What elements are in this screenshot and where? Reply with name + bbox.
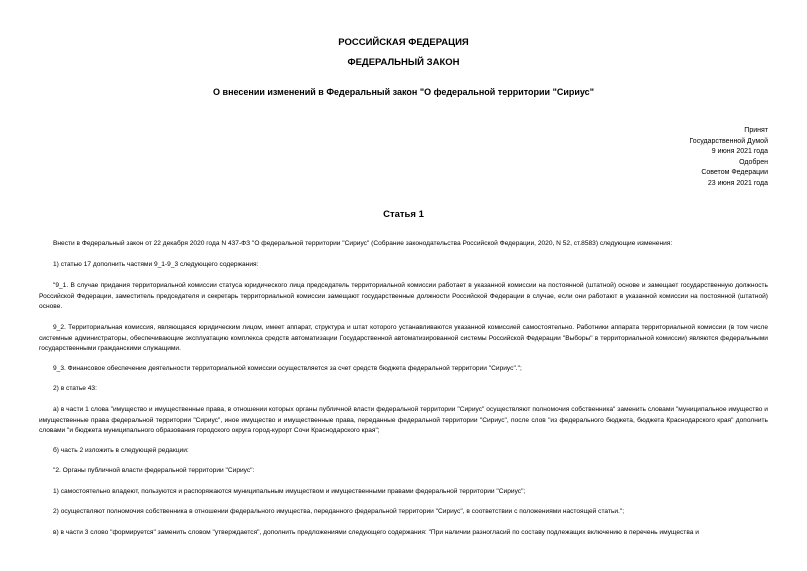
duma-date: 9 июня 2021 года — [711, 148, 768, 156]
paragraph-intro: Внести в Федеральный закон от 22 декабря 2020 года N 437-ФЗ "О федеральной территории "Сириус" (Собрание законодательства Российской Федерации, 2020, N 52, ст.8583) следующие изменения: — [53, 240, 673, 247]
adopted-label: Принят — [744, 127, 768, 134]
article-heading: Статья 1 — [383, 209, 424, 220]
paragraph-item-v: в) в части 3 слово "формируется" заменить словом "утверждается", дополнить предложениями следующего содержания: "При наличии разногласий по составу подлежащих включению в перечень имущества и — [53, 529, 699, 536]
paragraph-9-1: "9_1. В случае придания территориальной комиссии статуса юридического лица председатель территориальной комиссии работает в указанной комиссии на постоянной (штатной) основе и замещает государственную должность Российской Федерации, заместитель председателя и секретарь территориальной комиссии замещают государственные должности Российской Федерации в случае, если они работают в указанной комиссии на постоянной (штатной) основе. — [39, 282, 768, 310]
approved-label: Одобрен — [739, 158, 768, 166]
paragraph-item-a: а) в части 1 слова "имущество и имущественные права, в отношении которых органы публичной власти федеральной территории "Сириус" осуществляют полномочия собственника" заменить словами "муниципальное имущество и имущественные права федеральной территории "Сириус", иное имущество и имущественные права, переданные федеральной территории "Сириус", после слов "из федерального бюджета, бюджета Краснодарского края" дополнить словами "и бюджета муниципального образования городского округа город-курорт Сочи Краснодарского края"; — [39, 406, 768, 434]
paragraph-item-1: 1) статью 17 дополнить частями 9_1-9_3 следующего содержания: — [53, 261, 259, 268]
paragraph-part-2: "2. Органы публичной власти федеральной территории "Сириус": — [53, 467, 255, 474]
adoption-block — [588, 126, 768, 190]
paragraph-item-b: б) часть 2 изложить в следующей редакции: — [53, 447, 189, 454]
law-type-heading: ФЕДЕРАЛЬНЫЙ ЗАКОН — [347, 57, 460, 68]
approved-by-council: Советом Федерации — [701, 169, 768, 177]
paragraph-sub-1: 1) самостоятельно владеют, пользуются и распоряжаются муниципальным имуществом и имущественными правами федеральной территории "Сириус"; — [53, 488, 526, 495]
paragraph-9-3: 9_3. Финансовое обеспечение деятельности территориальной комиссии осуществляется за счет средств бюджета федеральной территории "Сириус"."; — [53, 365, 522, 372]
paragraph-item-2: 2) в статье 43: — [53, 385, 97, 392]
country-heading: РОССИЙСКАЯ ФЕДЕРАЦИЯ — [338, 37, 469, 48]
paragraph-sub-2: 2) осуществляют полномочия собственника в отношении федерального имущества, переданного федеральной территории "Сириус", в соответствии с положениями настоящей статьи."; — [53, 508, 625, 515]
paragraph-9-2: 9_2. Территориальная комиссия, являющаяся юридическим лицом, имеет аппарат, структура и штат которого устанавливаются указанной комиссией самостоятельно. Работники аппарата территориальной комиссии (в том числе системные администраторы, обеспечивающие эксплуатацию комплекса средств автоматизации Государственной автоматизированной системы Российской Федерации "Выборы" в территориальной комиссии) являются федеральными государственными гражданскими служащими. — [39, 324, 768, 352]
council-date: 23 июня 2021 года — [707, 179, 768, 187]
adopted-by-duma: Государственной Думой — [689, 137, 768, 145]
law-title: О внесении изменений в Федеральный закон "О федеральной территории "Сириус" — [213, 87, 594, 97]
